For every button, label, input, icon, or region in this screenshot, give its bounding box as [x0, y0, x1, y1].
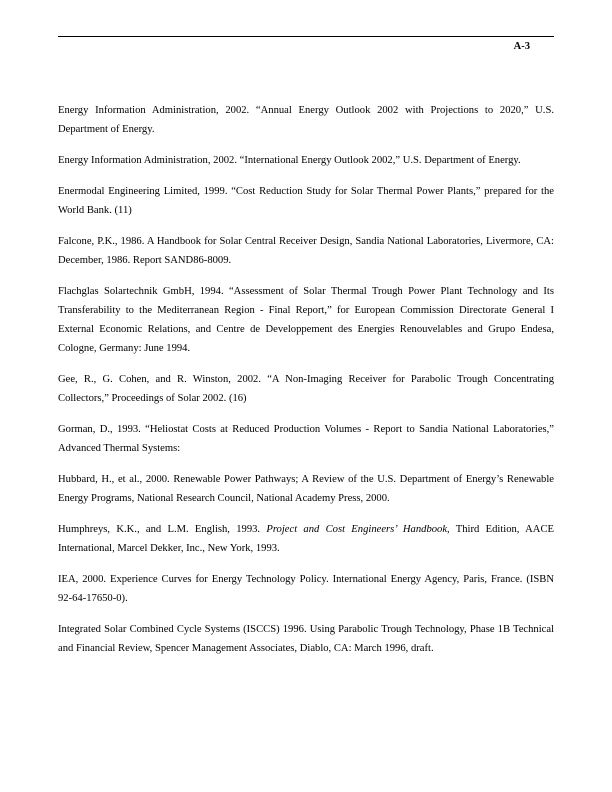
reference-entry [58, 520, 554, 558]
reference-entry: Energy Information Administration, 2002. “Annual Energy Outlook 2002 with Projections to 2020,” U.S. Department of Energy. [58, 105, 554, 135]
reference-entry: Integrated Solar Combined Cycle Systems (ISCCS) 1996. Using Parabolic Trough Technology, Phase 1B Technical and Financial Review, Spencer Management Associates, Diablo, CA: March 1996, draft. [58, 624, 554, 654]
reference-entry: Flachglas Solartechnik GmbH, 1994. “Assessment of Solar Thermal Trough Power Plant Technology and Its Transferability to the Mediterranean Region - Final Report,” for European Commission Directorate General I External Economic Relations, and Centre de Developpement des Energies Renouvelables and Grupo Endesa, Cologne, Germany: June 1994. [58, 286, 554, 354]
reference-entry: Falcone, P.K., 1986. A Handbook for Solar Central Receiver Design, Sandia National Laboratories, Livermore, CA: December, 1986. Report SAND86-8009. [58, 236, 554, 266]
reference-title-italic: Project and Cost Engineers’ Handbook [266, 524, 448, 535]
reference-entry: Gorman, D., 1993. “Heliostat Costs at Reduced Production Volumes - Report to Sandia National Laboratories,” Advanced Thermal Systems: [58, 424, 554, 454]
reference-entry: Hubbard, H., et al., 2000. Renewable Power Pathways; A Review of the U.S. Department of Energy’s Renewable Energy Programs, National Research Council, National Academy Press, 2000. [58, 474, 554, 504]
reference-entry: Energy Information Administration, 2002. “International Energy Outlook 2002,” U.S. Department of Energy. [58, 155, 521, 166]
reference-text: , Third Edition, AACE International, Marcel Dekker, Inc., New York, 1993. [58, 524, 554, 554]
reference-entry: Enermodal Engineering Limited, 1999. “Cost Reduction Study for Solar Thermal Power Plants,” prepared for the World Bank. (11) [58, 186, 554, 216]
reference-entry: Gee, R., G. Cohen, and R. Winston, 2002. “A Non-Imaging Receiver for Parabolic Trough Concentrating Collectors,” Proceedings of Solar 2002. (16) [58, 374, 554, 404]
header-rule [58, 36, 554, 37]
reference-list [58, 101, 554, 670]
reference-text: Humphreys, K.K., and L.M. English, 1993. [58, 524, 267, 535]
reference-entry: IEA, 2000. Experience Curves for Energy Technology Policy. International Energy Agency, Paris, France. (ISBN 92-64-17650-0). [58, 574, 554, 604]
page-number: A-3 [513, 41, 530, 52]
